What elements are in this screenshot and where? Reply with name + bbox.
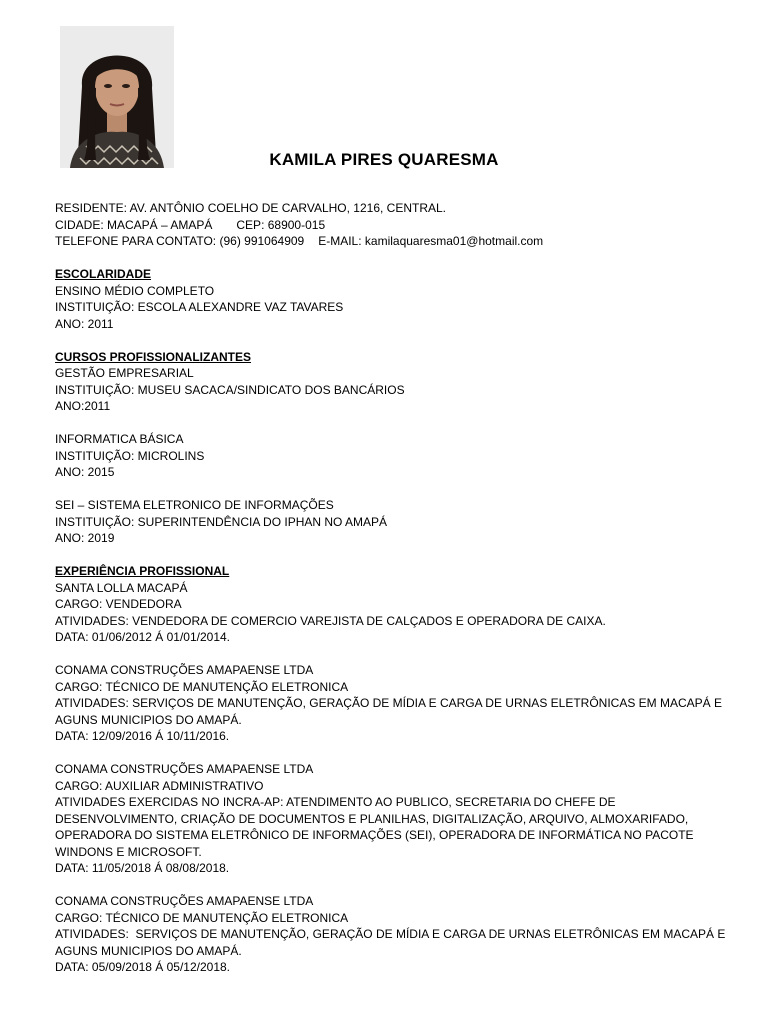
- experience-item: [55, 761, 735, 877]
- resume-body: [55, 200, 735, 976]
- experience-activities: ATIVIDADES: VENDEDORA DE COMERCIO VAREJISTA DE CALÇADOS E OPERADORA DE CAIXA.: [55, 613, 606, 628]
- education-level: ENSINO MÉDIO COMPLETO: [55, 283, 215, 298]
- city-text: CIDADE: MACAPÁ – AMAPÁ: [55, 217, 213, 232]
- experience-activities: AGUNS MUNICIPIOS DO AMAPÁ.: [55, 712, 242, 727]
- course-year: ANO:2011: [55, 399, 111, 413]
- education-heading: ESCOLARIDADE: [55, 267, 152, 281]
- education-institution: INSTITUIÇÃO: ESCOLA ALEXANDRE VAZ TAVARES: [55, 300, 344, 314]
- course-name: INFORMATICA BÁSICA: [55, 432, 184, 446]
- experience-activities: ATIVIDADES: SERVIÇOS DE MANUTENÇÃO, GERAÇÃO DE MÍDIA E CARGA DE URNAS ELETRÔNICAS EM MACAPÁ E: [55, 927, 726, 941]
- experience-role: CARGO: TÉCNICO DE MANUTENÇÃO ELETRONICA: [55, 679, 349, 694]
- experience-date: DATA: 11/05/2018 Á 08/08/2018.: [55, 861, 230, 875]
- experience-date: DATA: 12/09/2016 Á 10/11/2016.: [55, 729, 230, 743]
- courses-heading: CURSOS PROFISSIONALIZANTES: [55, 349, 252, 364]
- education-year: ANO: 2011: [55, 316, 114, 331]
- course-item: [55, 431, 735, 481]
- experience-role: CARGO: AUXILIAR ADMINISTRATIVO: [55, 778, 264, 793]
- city-cep-line: [55, 217, 735, 234]
- experience-item: [55, 580, 735, 646]
- experience-role: CARGO: TÉCNICO DE MANUTENÇÃO ELETRONICA: [55, 910, 349, 925]
- experience-item: [55, 893, 735, 976]
- email-text: E-MAIL: kamilaquaresma01@hotmail.com: [318, 234, 544, 248]
- course-year: ANO: 2019: [55, 531, 115, 545]
- experience-role: CARGO: VENDEDORA: [55, 597, 182, 611]
- address-line: RESIDENTE: AV. ANTÔNIO COELHO DE CARVALHO, 1216, CENTRAL.: [55, 201, 447, 215]
- experience-activities: WINDONS E MICROSOFT.: [55, 844, 202, 859]
- course-institution: INSTITUIÇÃO: MICROLINS: [55, 448, 205, 463]
- phone-email-line: [55, 233, 735, 250]
- course-item: [55, 497, 735, 547]
- experience-activities: OPERADORA DO SISTEMA ELETRÔNICO DE INFORMAÇÕES (SEI), OPERADORA DE INFORMÁTICA NO PACOTE: [55, 828, 694, 842]
- experience-activities: DESENVOLVIMENTO, CRIAÇÃO DE DOCUMENTOS E PLANILHAS, DIGITALIZAÇÃO, ARQUIVO, ALMOXARIFADO,: [55, 811, 689, 826]
- experience-date: DATA: 01/06/2012 Á 01/01/2014.: [55, 630, 231, 644]
- candidate-name: KAMILA PIRES QUARESMA: [269, 150, 499, 169]
- experience-company: CONAMA CONSTRUÇÕES AMAPAENSE LTDA: [55, 663, 314, 677]
- experience-heading: EXPERIÊNCIA PROFISSIONAL: [55, 564, 230, 578]
- course-year: ANO: 2015: [55, 465, 115, 479]
- experience-company: SANTA LOLLA MACAPÁ: [55, 580, 188, 595]
- experience-activities: ATIVIDADES: SERVIÇOS DE MANUTENÇÃO, GERAÇÃO DE MÍDIA E CARGA DE URNAS ELETRÔNICAS EM MACAPÁ E: [55, 696, 723, 710]
- experience-company: CONAMA CONSTRUÇÕES AMAPAENSE LTDA: [55, 762, 314, 776]
- experience-activities: ATIVIDADES EXERCIDAS NO INCRA-AP: ATENDIMENTO AO PUBLICO, SECRETARIA DO CHEFE DE: [55, 795, 616, 809]
- experience-company: CONAMA CONSTRUÇÕES AMAPAENSE LTDA: [55, 894, 314, 908]
- course-item: [55, 365, 735, 415]
- phone-text: TELEFONE PARA CONTATO: (96) 991064909: [55, 234, 305, 248]
- experience-activities: AGUNS MUNICIPIOS DO AMAPÁ.: [55, 943, 242, 958]
- experience-item: [55, 662, 735, 745]
- course-institution: INSTITUIÇÃO: MUSEU SACACA/SINDICATO DOS BANCÁRIOS: [55, 382, 405, 397]
- course-institution: INSTITUIÇÃO: SUPERINTENDÊNCIA DO IPHAN NO AMAPÁ: [55, 514, 388, 529]
- cep-text: CEP: 68900-015: [236, 217, 326, 232]
- course-name: GESTÃO EMPRESARIAL: [55, 366, 194, 380]
- experience-date: DATA: 05/09/2018 Á 05/12/2018.: [55, 960, 231, 974]
- profile-photo: [60, 26, 174, 168]
- course-name: SEI – SISTEMA ELETRONICO DE INFORMAÇÕES: [55, 498, 334, 512]
